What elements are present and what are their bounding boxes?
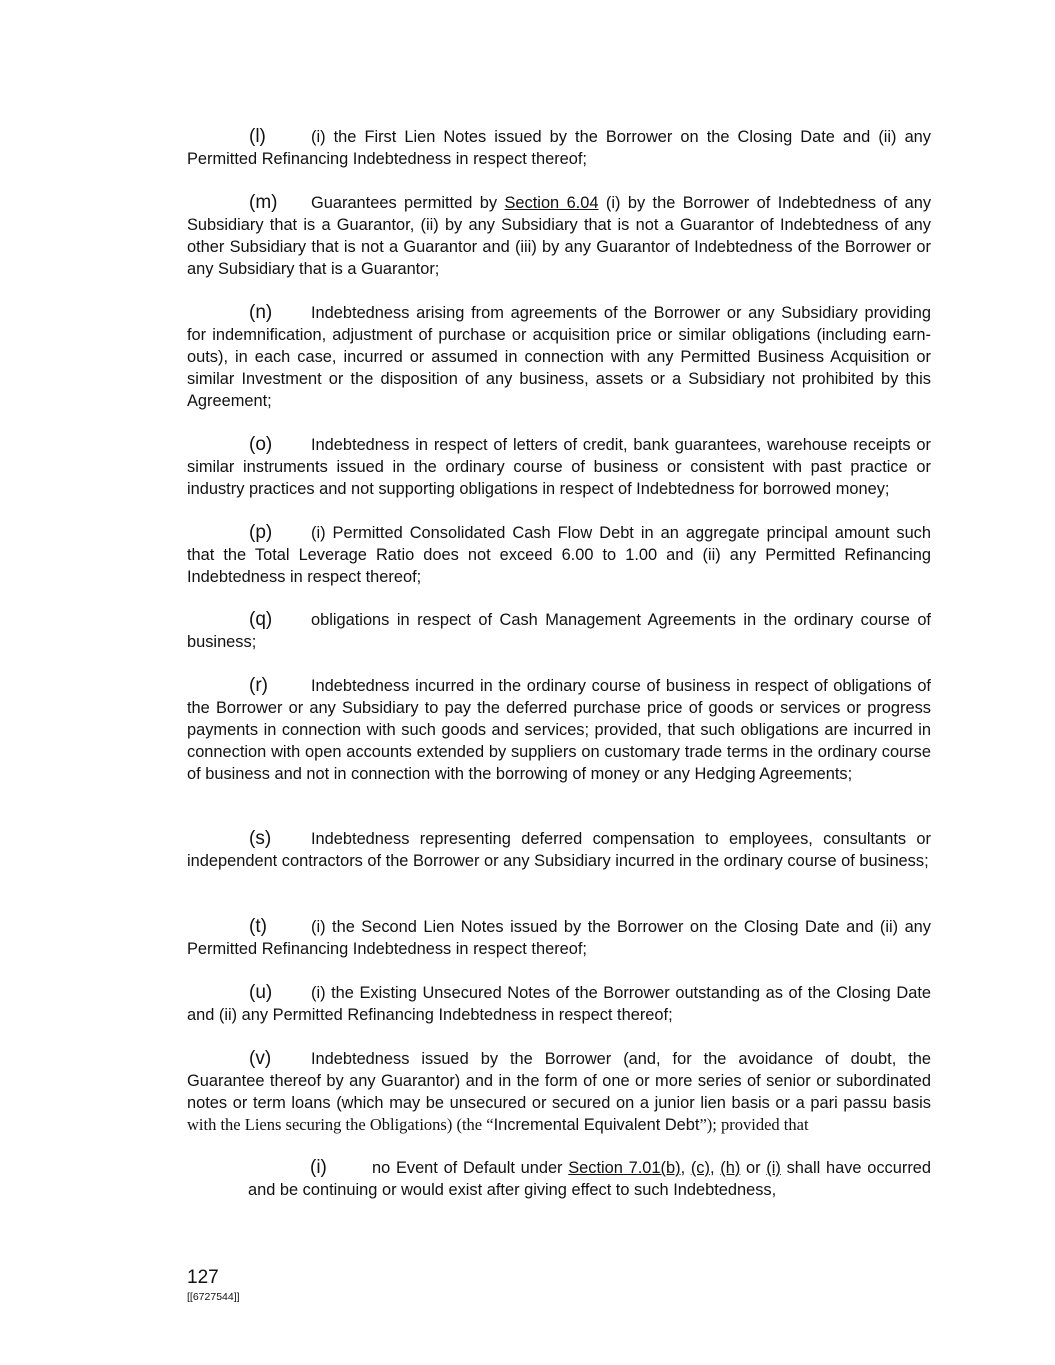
paragraph-l	[187, 126, 931, 170]
section-reference-link: Section 7.01(b)	[568, 1159, 681, 1177]
defined-term: Incremental Equivalent Debt	[493, 1116, 700, 1134]
paragraph-q	[187, 609, 931, 653]
paragraph-label: (m)	[249, 192, 278, 213]
paragraph-label: (i)	[310, 1157, 327, 1178]
paragraph-label: (u)	[249, 982, 273, 1003]
section-reference-link: (h)	[720, 1159, 741, 1177]
paragraph-t	[187, 916, 931, 960]
paragraph-text: (i) the Second Lien Notes issued by the Borrower on the Closing Date and (ii) any Permitted Refinancing Indebtedness in respect thereof;	[187, 918, 931, 958]
separator-text: or	[740, 1159, 767, 1177]
paragraph-o	[187, 434, 931, 500]
paragraph-label: (v)	[249, 1048, 272, 1069]
paragraph-text: (i) by the Borrower of Indebtedness of any Subsidiary that is a Guarantor, (ii) by any Subsidiary that is not a Guarantor of Indebtedness of any other Subsidiary that is not a Guarantor and (iii) by any Guarantor of Indebtedness of the Borrower or any Subsidiary that is a Guarantor;	[187, 194, 932, 278]
paragraph-s	[187, 828, 931, 872]
paragraph-text: (i) the First Lien Notes issued by the Borrower on the Closing Date and (ii) any Permitted Refinancing Indebtedness in respect thereof;	[187, 128, 931, 168]
separator-text: ,	[680, 1159, 691, 1177]
separator-text: ,	[709, 1159, 721, 1177]
paragraph-text: (i) Permitted Consolidated Cash Flow Debt in an aggregate principal amount such that the Total Leverage Ratio does not exceed 6.00 to 1.00 and (ii) any Permitted Refinancing Indebtedness in respect thereof;	[187, 524, 931, 586]
paragraph-m	[187, 192, 931, 280]
paragraph-label: (p)	[249, 522, 273, 543]
paragraph-text: Guarantees permitted by	[311, 194, 505, 212]
paragraph-text-serif: ”); provided that	[699, 1115, 809, 1134]
section-reference-link: (i)	[766, 1159, 781, 1177]
section-reference-link: (c)	[690, 1159, 710, 1177]
section-reference-link: Section 6.04	[504, 194, 599, 212]
paragraph-label: (n)	[249, 302, 273, 323]
paragraph-text: obligations in respect of Cash Management Agreements in the ordinary course of business;	[187, 611, 931, 651]
paragraph-v-i	[248, 1157, 931, 1201]
paragraph-text-serif: with the Liens securing the Obligations) (the “	[187, 1115, 494, 1134]
paragraph-text: (i) the Existing Unsecured Notes of the Borrower outstanding as of the Closing Date and (ii) any Permitted Refinancing Indebtedness in respect thereof;	[187, 984, 931, 1024]
paragraph-text: Indebtedness representing deferred compensation to employees, consultants or independent contractors of the Borrower or any Subsidiary incurred in the ordinary course of business;	[187, 830, 931, 870]
paragraph-label: (s)	[249, 828, 272, 849]
paragraph-label: (q)	[249, 609, 273, 630]
paragraph-text: Indebtedness arising from agreements of the Borrower or any Subsidiary providing for indemnification, adjustment of purchase or acquisition price or similar obligations (including earn-outs), in each case, incurred or assumed in connection with any Permitted Business Acquisition or similar Investment or the disposition of any business, assets or a Subsidiary not prohibited by this Agreement;	[187, 304, 931, 410]
paragraph-r	[187, 675, 931, 785]
document-id: [[6727544]]	[187, 1291, 240, 1303]
paragraph-label: (r)	[249, 675, 268, 696]
paragraph-label: (o)	[249, 434, 273, 455]
paragraph-p	[187, 522, 931, 588]
paragraph-v	[187, 1048, 931, 1136]
paragraph-text: shall have occurred and be continuing or would exist after giving effect to such Indebtedness,	[248, 1159, 932, 1199]
paragraph-text: Indebtedness in respect of letters of credit, bank guarantees, warehouse receipts or similar instruments issued in the ordinary course of business or consistent with past practice or industry practices and not supporting obligations in respect of Indebtedness for borrowed money;	[187, 436, 931, 498]
paragraph-label: (l)	[249, 126, 266, 147]
paragraph-text: Indebtedness issued by the Borrower (and, for the avoidance of doubt, the Guarantee thereof by any Guarantor) and in the form of one or more series of senior or subordinated notes or term loans (which may be unsecured or secured on a junior lien basis or a pari passu basis	[187, 1050, 931, 1112]
paragraph-text: no Event of Default under	[372, 1159, 569, 1177]
page-number: 127	[187, 1267, 219, 1288]
paragraph-n	[187, 302, 931, 412]
paragraph-u	[187, 982, 931, 1026]
paragraph-label: (t)	[249, 916, 267, 937]
paragraph-text: Indebtedness incurred in the ordinary course of business in respect of obligations of the Borrower or any Subsidiary to pay the deferred purchase price of goods or services or progress payments in connection with such goods and services; provided, that such obligations are incurred in connection with open accounts extended by suppliers on customary trade terms in the ordinary course of business and not in connection with the borrowing of money or any Hedging Agreements;	[187, 677, 931, 783]
